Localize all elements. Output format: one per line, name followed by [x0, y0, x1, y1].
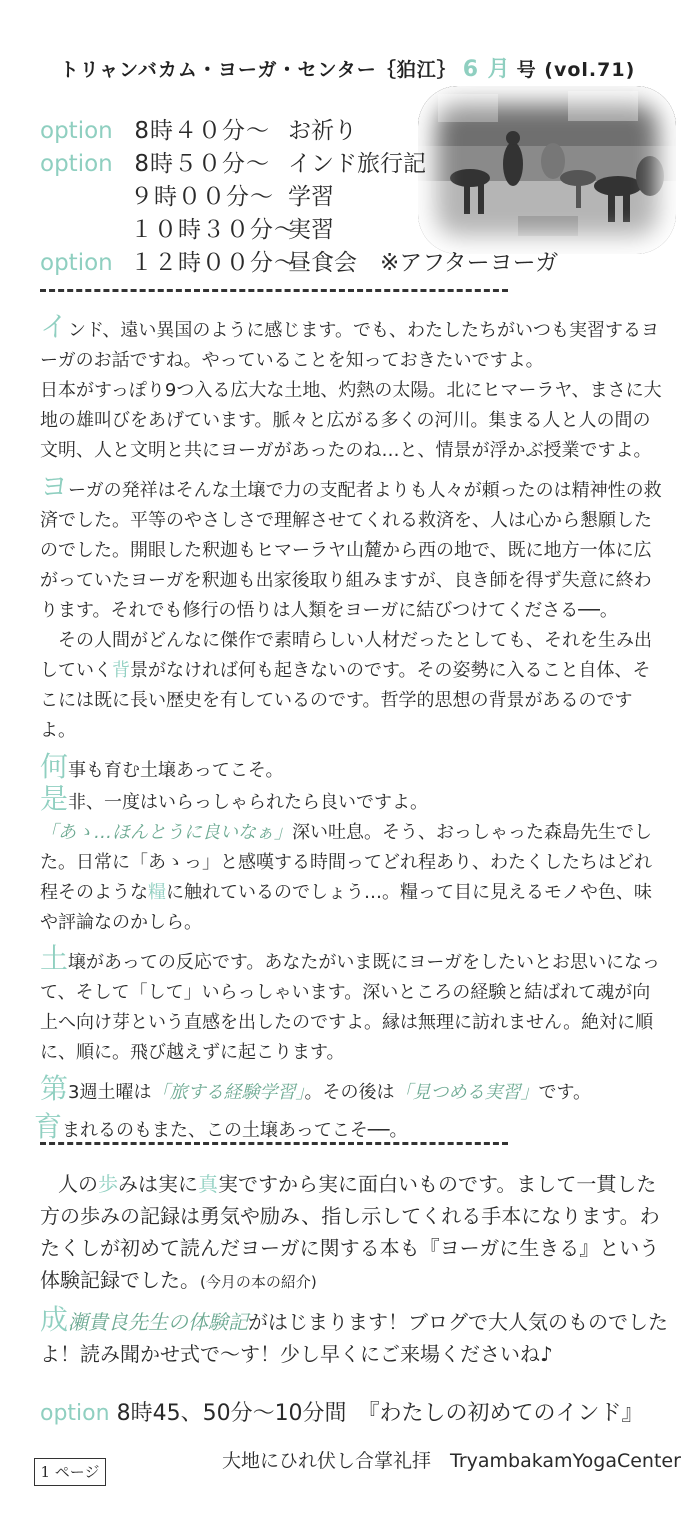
schedule-time: １０時３０分～ — [130, 217, 298, 243]
paragraph: 日本がすっぽり9つ入る広大な土地、灼熱の太陽。北にヒマーラヤ、まさに大地の雄叫びをあげています。脈々と広がる多くの河川。集まる人と人の間の文明、人と文明と共にヨーガがあったのね…と、情景が浮かぶ授業ですよ。 — [40, 380, 662, 461]
drop-cap: 何 — [40, 750, 69, 783]
dashed-divider — [40, 1142, 508, 1145]
paragraph — [40, 472, 668, 626]
schedule-time: ９時００分～ — [130, 184, 274, 210]
title-suffix: 号 (vol.71) — [516, 59, 636, 81]
schedule-time: 8時５０分～ — [134, 151, 270, 177]
drop-cap: イ — [40, 310, 69, 343]
option-info-text: 8時45、50分～10分間 『わたしの初めてのインド』 — [116, 1401, 644, 1426]
schedule-label: お祈り — [288, 118, 357, 144]
option-info-line — [40, 1396, 644, 1427]
schedule-time: 8時４０分～ — [134, 118, 270, 144]
paragraph-text: ーガの発祥はそんな土壌で力の支配者よりも人々が頼ったのは精神性の救済でした。平等のやさしさで理解させてくれる救済を、人は心から懇願したのでした。開眼した釈迦もヒマーラヤ山麓から西の地で、既に地方一体に広がっていたヨーガを釈迦も出家後取り組みますが、良き師を得ず失意に終わります。それでも修行の悟りは人類をヨーガに結びつけてくださる──。 — [40, 480, 662, 621]
option-tag: option — [40, 151, 113, 177]
paragraph — [40, 626, 668, 746]
paragraph — [40, 944, 668, 1068]
paragraph-text: がはじまります！ブログで大人気のものでしたよ！読み聞かせ式で～す！少し早くにご来場くださいね♪ — [40, 1310, 669, 1366]
paragraph-text: です。 — [538, 1082, 592, 1103]
highlight-char: 真 — [198, 1172, 218, 1196]
drop-cap: 是 — [40, 782, 69, 815]
paragraph — [40, 752, 668, 786]
drop-cap: 第 — [40, 1072, 69, 1105]
title-prefix: トリャンバカム・ヨーガ・センター｛狛江｝ — [59, 59, 457, 81]
schedule-row — [40, 115, 558, 148]
schedule-label: 実習 — [288, 217, 334, 243]
paragraph-text: 深い吐息。そう、おっしゃった森島先生でした。日常に「あゝっ」と感嘆する時間ってどれ程あり、わたくしたちはどれ程そのような — [40, 822, 652, 903]
paragraph-text: 事も育む土壌あってこそ。 — [68, 760, 284, 781]
quote-text: 「見つめる実習」 — [394, 1082, 539, 1103]
page-number: 1 ページ — [34, 1458, 106, 1486]
drop-cap: 育 — [34, 1110, 63, 1143]
drop-cap: 成 — [40, 1303, 69, 1336]
paragraph — [40, 1304, 668, 1370]
option-tag: option — [40, 250, 113, 276]
title-month: 6 月 — [462, 57, 511, 82]
dashed-divider — [40, 289, 508, 292]
schedule-label: インド旅行記 — [288, 151, 426, 177]
schedule-label: 学習 — [288, 184, 334, 210]
schedule-row — [40, 181, 558, 214]
option-tag: option — [40, 118, 113, 144]
paragraph-text: 人の — [58, 1172, 98, 1196]
paragraph — [40, 1074, 668, 1108]
highlight-char: 歩 — [98, 1172, 118, 1196]
schedule-label: 昼食会 ※アフターヨーガ — [288, 250, 559, 276]
paragraph-text: 。その後は — [304, 1082, 395, 1103]
book-note: (今月の本の紹介) — [200, 1273, 317, 1291]
paragraph — [34, 1112, 668, 1146]
paragraph — [40, 1168, 668, 1298]
drop-cap: 土 — [40, 942, 69, 975]
paragraph-text: その人間がどんなに傑作で素晴らしい人材だったとしても、それを生み出していく — [40, 630, 652, 681]
paragraph-text: 壌があっての反応です。あなたがいま既にヨーガをしたいとお思いになって、そして「して」いらっしゃいます。深いところの経験と結ばれて魂が向上へ向け芽という直感を出したのですよ。縁は無理に訪れません。絶対に順に、順に。飛び越えずに起こります。 — [40, 952, 661, 1063]
option-tag: option — [40, 1401, 110, 1426]
article-section-1 — [40, 312, 668, 786]
paragraph — [40, 784, 668, 938]
paragraph — [40, 312, 668, 376]
schedule-row — [40, 247, 558, 280]
paragraph-text: 3週土曜は — [68, 1082, 152, 1103]
newsletter-title — [0, 52, 695, 83]
paragraph-text: まれるのもまた、この土壌あってこそ──。 — [62, 1120, 408, 1141]
highlight-text: 瀬貴良先生の体験記 — [68, 1310, 249, 1334]
paragraph-text: 実ですから実に面白いものです。まして一貫した方の歩みの記録は勇気や励み、指し示してくれる手本になります。わたくしが初めて読んだヨーガに関する本も『ヨーガに生きる』という体験記録でした。 — [40, 1172, 660, 1292]
paragraph-text: ンド、遠い異国のように感じます。でも、わたしたちがいつも実習するヨーガのお話ですね。やっていることを知っておきたいですよ。 — [40, 320, 659, 371]
quote-text: 「旅する経験学習」 — [151, 1082, 305, 1103]
schedule-row — [40, 214, 558, 247]
drop-cap: ヨ — [40, 470, 69, 503]
quote-text: 「あゝ…ほんとうに良いなぁ」 — [40, 822, 292, 843]
article-section-3 — [40, 1168, 668, 1370]
paragraph-text: 景がなければ何も起きないのです。その姿勢に入ること自体、そこには既に長い歴史を有しているのです。哲学的思想の背景があるのですよ。 — [40, 660, 651, 741]
closing-signature: 大地にひれ伏し合掌礼拝 TryambakamYogaCenter — [222, 1450, 681, 1472]
paragraph-text: 非、一度はいらっしゃられたら良いですよ。 — [68, 792, 429, 813]
schedule-list — [40, 115, 558, 280]
highlight-char: 糧 — [148, 882, 166, 903]
paragraph-text: みは実に — [118, 1172, 198, 1196]
schedule-time: １２時００分～ — [130, 250, 298, 276]
paragraph-text: に触れているのでしょう…。糧って目に見えるモノや色、味や評論なのかしら。 — [40, 882, 652, 933]
article-section-2 — [34, 782, 668, 1146]
highlight-char: 背 — [112, 660, 130, 681]
schedule-row — [40, 148, 558, 181]
